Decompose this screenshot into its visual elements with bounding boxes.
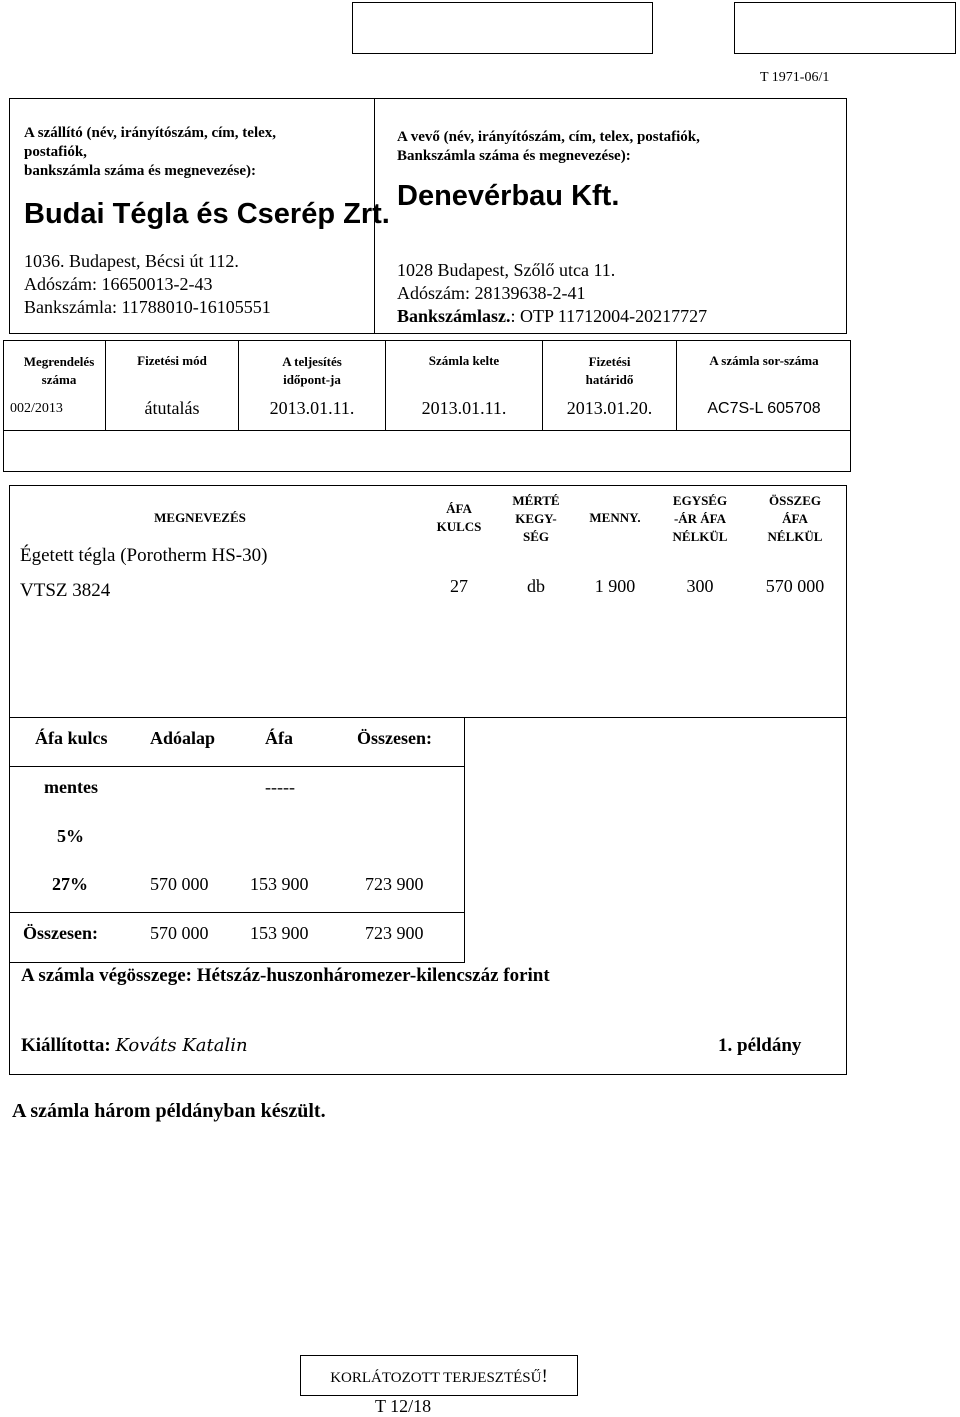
sum-r3-total: 723 900 [365,874,424,894]
hdr-due-2: határidő [585,372,634,387]
seller-name: Budai Tégla és Cserép Zrt. [24,198,390,230]
restricted-mark: ! [541,1366,548,1387]
hdr-unit [500,492,572,546]
seller-caption-1: A szállító (név, irányítószám, cím, telex, [24,125,277,141]
hdr-unit-3: SÉG [522,529,549,544]
issued-by-signature: Kováts Katalin [115,1035,248,1056]
hdr-price-3: NÉLKÜL [672,529,728,544]
seller-caption-3: bankszámla száma és megnevezése): [24,163,257,179]
top-box-left [352,2,653,54]
sum-r3-base: 570 000 [150,874,209,894]
sum-hdr-total: Összesen: [357,728,432,748]
hdr-unit-price [658,492,742,546]
order-number: 002/2013 [10,401,63,416]
hdr-unit-2: KEGY- [515,511,557,526]
sum-r1-vat: ----- [265,777,295,797]
sum-r4-total: 723 900 [365,923,424,943]
summary-line-2 [9,912,464,913]
top-box-right [734,2,956,54]
form-code: T 1971-06/1 [760,70,830,85]
item-total: 570 000 [765,576,825,596]
item-qty: 1 900 [594,576,636,596]
seller-details [24,250,271,319]
seller-caption-2: postafiók, [24,144,87,160]
hdr-order-1: Megrendelés [23,354,95,369]
hdr-total-1: ÖSSZEG [768,493,822,508]
copies-note: A számla három példányban készült. [12,1100,326,1122]
sum-r3-rate: 27% [52,874,88,894]
sum-r3-vat: 153 900 [250,874,309,894]
sum-hdr-base: Adóalap [150,728,216,748]
sum-r2-rate: 5% [57,826,84,846]
summary-right-border [464,717,465,963]
hdr-vat-1: ÁFA [446,501,472,516]
hdr-vat-rate [420,500,498,536]
issued-by-label: Kiállította: [21,1035,111,1056]
hdr-vat-2: KULCS [436,519,482,534]
sum-r4-vat: 153 900 [250,923,309,943]
hdr-order [14,353,104,389]
buyer-address: 1028 Budapest, Szőlő utca 11. [397,260,616,280]
page-code: T 12/18 [375,1396,432,1416]
hdr-due-1: Fizetési [588,354,631,369]
hdr-unit-1: MÉRTÉ [512,493,560,508]
hdr-due [543,353,676,389]
items-bottom-divider [9,717,847,718]
hdr-payment: Fizetési mód [137,353,207,368]
hdr-order-2: száma [41,372,77,387]
hdr-performance [239,353,385,389]
buyer-caption-1: A vevő (név, irányítószám, cím, telex, postafiók, [397,129,700,145]
hdr-total-3: NÉLKÜL [767,529,823,544]
hdr-serial: A számla sor-száma [709,353,819,368]
copy-number: 1. példány [718,1035,802,1056]
item-vat: 27 [450,576,468,596]
hdr-perf-1: A teljesítés [282,354,342,369]
hdr-price-2: -ÁR ÁFA [673,511,727,526]
issue-date: 2013.01.11. [421,398,507,418]
hdr-qty: MENNY. [589,510,641,525]
sum-hdr-rate: Áfa kulcs [35,728,108,748]
hdr-issue-date: Számla kelte [428,353,500,368]
performance-date: 2013.01.11. [269,398,355,418]
restricted-text: KORLÁTOZOTT TERJESZTÉSŰ [330,1370,542,1386]
summary-line-1 [9,766,464,767]
buyer-tax: Adószám: 28139638-2-41 [397,283,586,303]
buyer-caption-2: Bankszámla száma és megnevezése): [397,148,631,164]
buyer-bank-value: : OTP 11712004-20217727 [510,306,708,326]
grand-total: A számla végösszege: Hétszáz-huszonháromezer-kilencszáz forint [21,965,550,986]
item-name: Égetett tégla (Porotherm HS-30) [20,545,268,566]
invoice-serial: AC7S-L 605708 [707,400,821,417]
sum-r1-rate: mentes [44,777,98,797]
item-unit-price: 300 [686,576,714,596]
sum-hdr-vat: Áfa [265,728,293,748]
item-vtsz: VTSZ 3824 [20,580,111,601]
item-unit: db [527,576,545,596]
hdr-total [750,492,840,546]
sum-r4-rate: Összesen: [23,923,98,943]
summary-line-3 [9,962,464,963]
hdr-price-1: EGYSÉG [672,493,728,508]
payment-method: átutalás [144,398,200,418]
hdr-total-2: ÁFA [782,511,808,526]
hdr-perf-2: időpont-ja [283,372,341,387]
buyer-name: Denevérbau Kft. [397,180,620,212]
hdr-item-name: MEGNEVEZÉS [154,510,246,525]
info-divider [3,430,851,431]
buyer-details [397,259,707,328]
buyer-caption [397,128,700,166]
seller-bank: Bankszámla: 11788010-16105551 [24,297,271,317]
restricted-label [300,1366,578,1388]
buyer-bank [397,305,707,328]
issued-by [21,1035,248,1057]
buyer-bank-label: Bankszámlasz. [397,306,511,326]
due-date: 2013.01.20. [566,398,653,418]
seller-caption [24,124,276,181]
seller-tax: Adószám: 16650013-2-43 [24,274,213,294]
seller-address: 1036. Budapest, Bécsi út 112. [24,251,239,271]
sum-r4-base: 570 000 [150,923,209,943]
